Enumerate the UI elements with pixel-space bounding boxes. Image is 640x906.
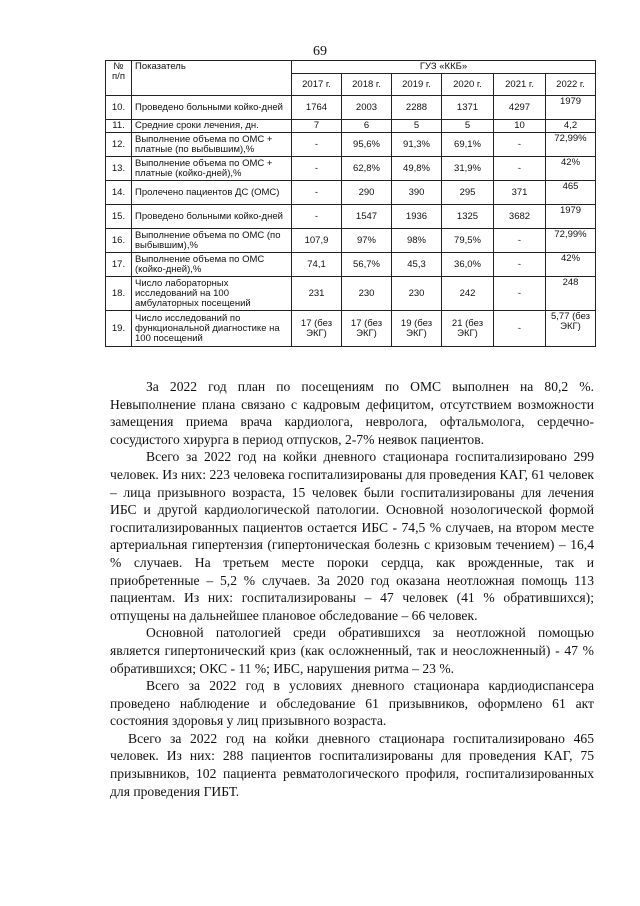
cell-value: -: [292, 205, 342, 229]
table-row: [106, 157, 596, 181]
cell-value: 4297: [494, 96, 546, 120]
col-header-number: № п/п: [106, 61, 132, 96]
cell-value: 231: [292, 277, 342, 311]
cell-value: -: [494, 133, 546, 157]
paragraph: Всего за 2022 год на койки дневного стационара госпитализировано 465 человек. Из них: 288 пациентов госпитализированы для проведения КАГ, 75 призывников, 102 пациента ревматологического профиля, госпитализированных для проведения ГИБТ.: [110, 730, 594, 799]
cell-value: 371: [494, 181, 546, 205]
row-indicator: Число лабораторных исследований на 100 амбулаторных посещений: [132, 277, 292, 311]
cell-value: -: [494, 311, 546, 347]
cell-value: 230: [392, 277, 442, 311]
col-header-year: 2017 г.: [292, 74, 342, 96]
table-row: [106, 205, 596, 229]
cell-value: 248: [546, 277, 596, 311]
cell-value: 91,3%: [392, 133, 442, 157]
cell-value: 3682: [494, 205, 546, 229]
cell-value: 98%: [392, 229, 442, 253]
cell-value: 230: [342, 277, 392, 311]
paragraph: Основной патологией среди обратившихся за неотложной помощью является гипертонический криз (как осложненный, так и неосложненный) - 47 % обратившихся; ОКС - 11 %; ИБС, нарушения ритма – 23 %.: [110, 625, 594, 676]
cell-value: 1547: [342, 205, 392, 229]
cell-value: 1371: [442, 96, 494, 120]
cell-value: 107,9: [292, 229, 342, 253]
cell-value: 242: [442, 277, 494, 311]
row-number: 11.: [106, 120, 132, 133]
table-row: [106, 133, 596, 157]
cell-value: -: [292, 181, 342, 205]
row-number: 12.: [106, 133, 132, 157]
cell-value: 2003: [342, 96, 392, 120]
cell-value: -: [494, 157, 546, 181]
cell-value: 295: [442, 181, 494, 205]
paragraph: Всего за 2022 год в условиях дневного стационара кардиодиспансера проведено наблюдение и обследование 61 призывников, оформлено 61 акт состояния здоровья у лиц призывного возраста.: [110, 678, 594, 729]
row-number: 14.: [106, 181, 132, 205]
table-row: [106, 120, 596, 133]
cell-value: 72,99%: [546, 229, 596, 253]
col-header-indicator: Показатель: [132, 61, 292, 96]
row-indicator: Средние сроки лечения, дн.: [132, 120, 292, 133]
table-row: [106, 311, 596, 347]
statistics-table: [105, 60, 596, 347]
cell-value: 465: [546, 181, 596, 205]
cell-value: 45,3: [392, 253, 442, 277]
table-row: [106, 181, 596, 205]
row-indicator: Выполнение объема по ОМС (по выбывшим),%: [132, 229, 292, 253]
cell-value: 1764: [292, 96, 342, 120]
cell-value: 42%: [546, 157, 596, 181]
cell-value: 1979: [546, 96, 596, 120]
cell-value: 17 (без ЭКГ): [292, 311, 342, 347]
cell-value: 1979: [546, 205, 596, 229]
cell-value: 72,99%: [546, 133, 596, 157]
cell-value: 5: [442, 120, 494, 133]
cell-value: 1936: [392, 205, 442, 229]
cell-value: -: [494, 253, 546, 277]
cell-value: 69,1%: [442, 133, 494, 157]
cell-value: 56,7%: [342, 253, 392, 277]
row-number: 13.: [106, 157, 132, 181]
cell-value: -: [292, 133, 342, 157]
row-indicator: Проведено больными койко-дней: [132, 96, 292, 120]
cell-value: 74,1: [292, 253, 342, 277]
row-number: 15.: [106, 205, 132, 229]
cell-value: 6: [342, 120, 392, 133]
cell-value: 21 (без ЭКГ): [442, 311, 494, 347]
cell-value: 290: [342, 181, 392, 205]
row-indicator: Проведено больными койко-дней: [132, 205, 292, 229]
body-text: [110, 378, 594, 800]
row-indicator: Выполнение объема по ОМС (койко-дней),%: [132, 253, 292, 277]
cell-value: 7: [292, 120, 342, 133]
table-row: [106, 96, 596, 120]
table-row: [106, 277, 596, 311]
cell-value: 79,5%: [442, 229, 494, 253]
cell-value: 49,8%: [392, 157, 442, 181]
page-number: 69: [313, 44, 327, 59]
col-header-year: 2018 г.: [342, 74, 392, 96]
cell-value: 42%: [546, 253, 596, 277]
paragraph: Всего за 2022 год на койки дневного стационара госпитализировано 299 человек. Из них: 223 человека госпитализированы для проведения КАГ, 61 человек – лица призывного возраста, 15 человек были госпитализированы для лечения ИБС и другой кардиологической патологии. Основной нозологической формой госпитализированных пациентов остается ИБС - 74,5 % случаев, на втором месте артериальная гипертензия (гипертоническая болезнь с кризовым течением) – 16,4 % случаев. На третьем месте пороки сердца, как врожденные, так и приобретенные – 5,2 % случаев. За 2020 год оказана неотложная помощь 113 пациентам. Из них: госпитализированы – 47 человек (41 % обратившихся); отпущены на дальнейшее плановое обследование – 66 человек.: [110, 449, 594, 623]
cell-value: 2288: [392, 96, 442, 120]
table-row: [106, 253, 596, 277]
cell-value: 95,6%: [342, 133, 392, 157]
row-number: 19.: [106, 311, 132, 347]
col-header-hospital: ГУЗ «ККБ»: [292, 61, 596, 74]
row-number: 18.: [106, 277, 132, 311]
col-header-year: 2022 г.: [546, 74, 596, 96]
row-indicator: Выполнение объема по ОМС + платные (койко-дней),%: [132, 157, 292, 181]
cell-value: 5,77 (без ЭКГ): [546, 311, 596, 347]
col-header-year: 2020 г.: [442, 74, 494, 96]
row-indicator: Пролечено пациентов ДС (ОМС): [132, 181, 292, 205]
cell-value: -: [292, 157, 342, 181]
cell-value: -: [494, 229, 546, 253]
cell-value: 1325: [442, 205, 494, 229]
cell-value: 97%: [342, 229, 392, 253]
cell-value: 31,9%: [442, 157, 494, 181]
row-number: 17.: [106, 253, 132, 277]
col-header-year: 2021 г.: [494, 74, 546, 96]
col-header-year: 2019 г.: [392, 74, 442, 96]
cell-value: 390: [392, 181, 442, 205]
cell-value: 19 (без ЭКГ): [392, 311, 442, 347]
cell-value: 4,2: [546, 120, 596, 133]
cell-value: 62,8%: [342, 157, 392, 181]
cell-value: 5: [392, 120, 442, 133]
table-row: [106, 229, 596, 253]
row-number: 16.: [106, 229, 132, 253]
cell-value: 17 (без ЭКГ): [342, 311, 392, 347]
cell-value: 36,0%: [442, 253, 494, 277]
row-indicator: Выполнение объема по ОМС + платные (по выбывшим),%: [132, 133, 292, 157]
cell-value: 10: [494, 120, 546, 133]
cell-value: -: [494, 277, 546, 311]
paragraph: За 2022 год план по посещениям по ОМС выполнен на 80,2 %. Невыполнение плана связано с кадровым дефицитом, отсутствием возможности замещения приема врача кардиолога, невролога, офтальмолога, сердечно-сосудистого хирурга в период отпусков, 2-7% неявок пациентов.: [110, 379, 594, 447]
row-number: 10.: [106, 96, 132, 120]
row-indicator: Число исследований по функциональной диагностике на 100 посещений: [132, 311, 292, 347]
